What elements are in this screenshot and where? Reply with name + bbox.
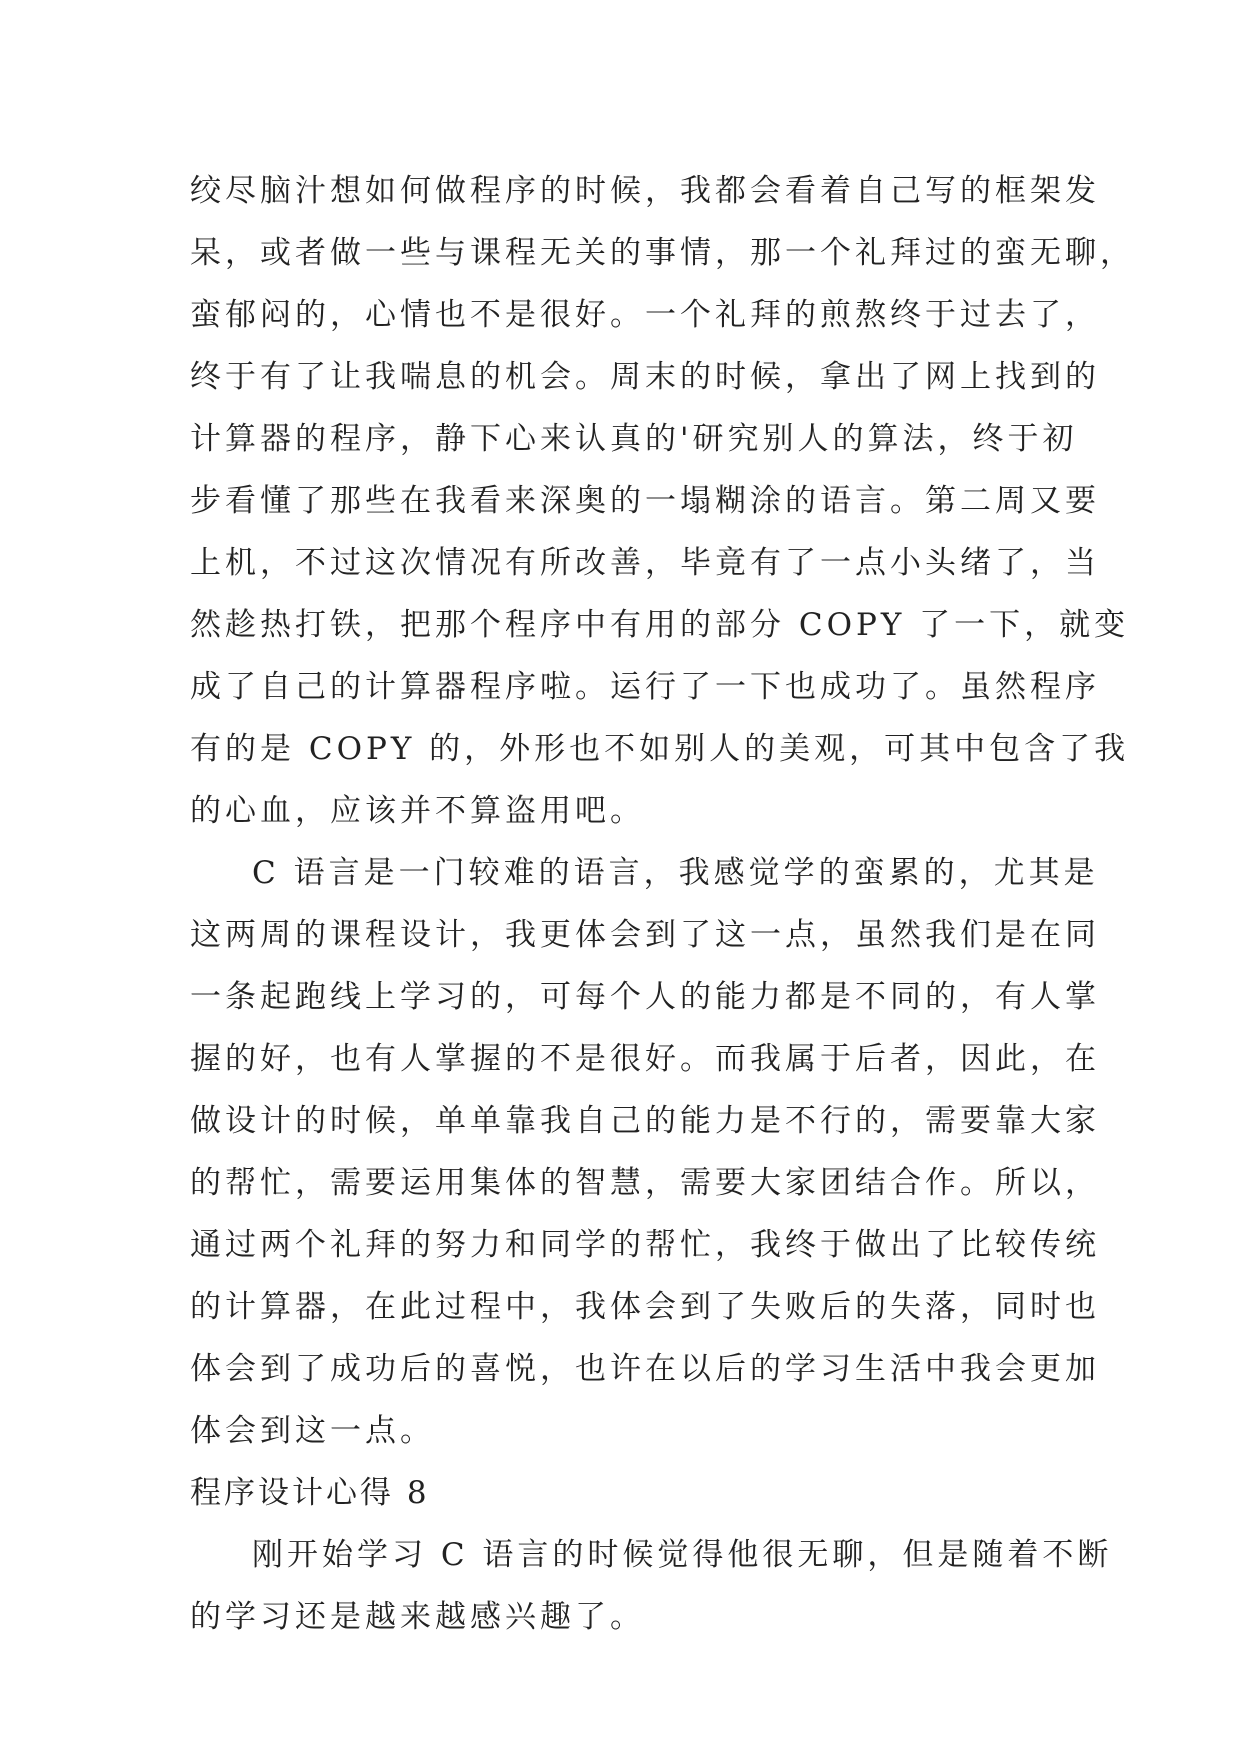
text-line: 的学习还是越来越感兴趣了。 [190,1599,645,1635]
text-line: 做设计的时候，单单靠我自己的能力是不行的，需要靠大家 [190,1103,1100,1139]
text-line: 成了自己的计算器程序啦。运行了一下也成功了。虽然程序 [190,669,1100,705]
text-line: 通过两个礼拜的努力和同学的帮忙，我终于做出了比较传统 [190,1227,1100,1263]
text-line: 终于有了让我喘息的机会。周末的时候，拿出了网上找到的 [190,359,1100,395]
paragraph-first-line: 刚开始学习 C 语言的时候觉得他很无聊，但是随着不断 [252,1537,1113,1573]
text-line: 的帮忙，需要运用集体的智慧，需要大家团结合作。所以， [190,1165,1100,1201]
text-line: 绞尽脑汁想如何做程序的时候，我都会看着自己写的框架发 [190,173,1100,209]
text-line: 握的好，也有人掌握的不是很好。而我属于后者，因此，在 [190,1041,1100,1077]
text-line: 一条起跑线上学习的，可每个人的能力都是不同的，有人掌 [190,979,1100,1015]
section-heading: 程序设计心得 8 [190,1475,430,1511]
text-line: 蛮郁闷的，心情也不是很好。一个礼拜的煎熬终于过去了， [190,297,1100,333]
text-line: 体会到这一点。 [190,1413,435,1449]
text-line: 的计算器，在此过程中，我体会到了失败后的失落，同时也 [190,1289,1100,1325]
text-line: 有的是 COPY 的，外形也不如别人的美观，可其中包含了我 [190,731,1130,767]
text-line: 步看懂了那些在我看来深奥的一塌糊涂的语言。第二周又要 [190,483,1100,519]
text-line: 然趁热打铁，把那个程序中有用的部分 COPY 了一下，就变 [190,607,1130,643]
text-line: 计算器的程序，静下心来认真的'研究别人的算法，终于初 [190,421,1078,457]
text-line: 呆，或者做一些与课程无关的事情，那一个礼拜过的蛮无聊， [190,235,1135,271]
paragraph-first-line: C 语言是一门较难的语言，我感觉学的蛮累的，尤其是 [252,855,1099,891]
text-line: 这两周的课程设计，我更体会到了这一点，虽然我们是在同 [190,917,1100,953]
text-line: 上机，不过这次情况有所改善，毕竟有了一点小头绪了，当 [190,545,1100,581]
document-body [190,160,1135,1648]
text-line: 体会到了成功后的喜悦，也许在以后的学习生活中我会更加 [190,1351,1100,1387]
text-line: 的心血，应该并不算盗用吧。 [190,793,645,829]
